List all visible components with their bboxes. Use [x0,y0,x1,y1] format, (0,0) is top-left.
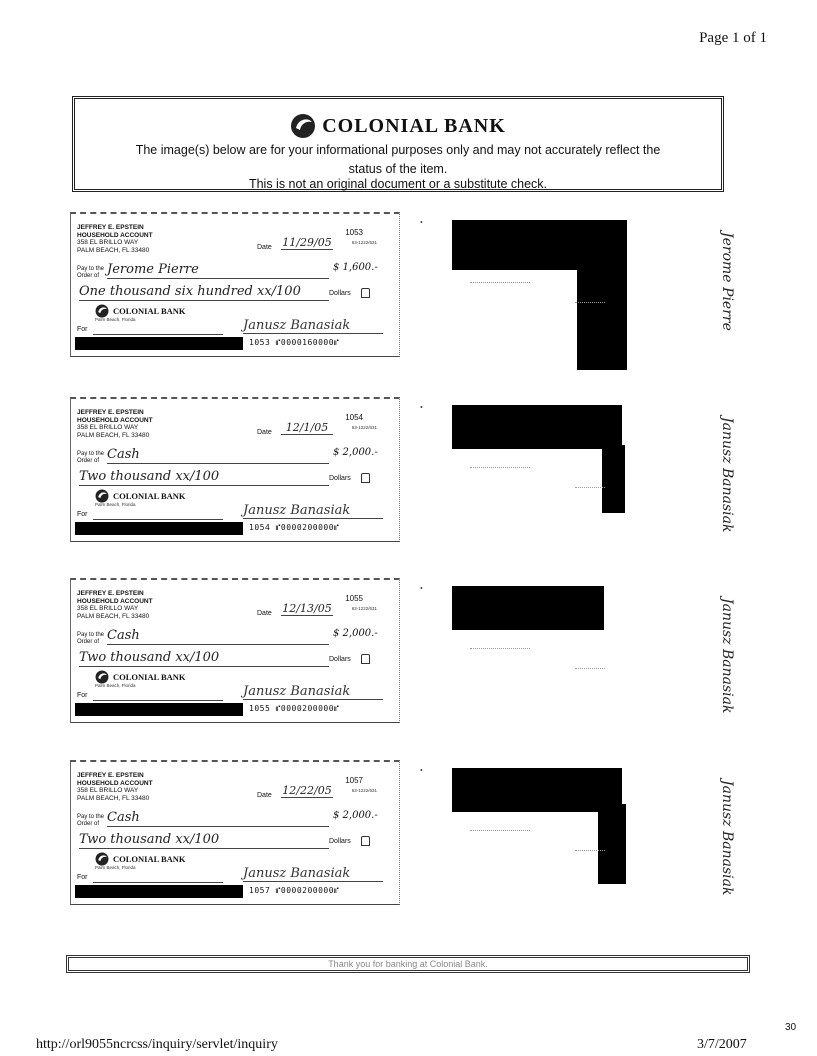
amount: $ 2,000.- [333,447,378,458]
memo-line [93,700,223,701]
date-label: Date [257,429,272,436]
scan-mark: • [420,766,423,775]
notice-line-2: status of the item. [348,162,448,176]
payee: Jerome Pierre [107,262,329,279]
holder-name: JEFFREY E. EPSTEIN [77,409,144,416]
dollars-label: Dollars [329,656,351,663]
holder-name: JEFFREY E. EPSTEIN [77,590,144,597]
bank-name: COLONIAL BANK [322,114,506,137]
holder-address-1: 358 EL BRILLO WAY [77,424,139,431]
date-label: Date [257,610,272,617]
scan-noise [575,302,605,304]
bank-small-address: Palm Beach, Florida [95,865,136,870]
redaction-block [452,586,604,630]
pay-to-label [77,632,104,645]
payee: Cash [107,628,329,645]
account-holder [77,772,153,802]
holder-address-1: 358 EL BRILLO WAY [77,787,139,794]
account-type: HOUSEHOLD ACCOUNT [77,597,153,605]
scan-noise [575,487,605,489]
holder-address-1: 358 EL BRILLO WAY [77,239,139,246]
scan-mark: • [420,403,423,412]
check-number: 1057 [345,776,363,785]
holder-name: JEFFREY E. EPSTEIN [77,772,144,779]
account-type: HOUSEHOLD ACCOUNT [77,231,153,239]
endorsement-signature: Janusz Banasiak [719,598,735,714]
pay-to-label-1: Pay to the [77,451,105,457]
signature: Janusz Banasiak [243,318,383,334]
routing-fraction: 63-1222/631 [351,788,377,793]
bank-small-brand [95,304,186,318]
pay-to-label [77,814,104,827]
memo-label: For [77,326,88,333]
holder-address-2: PALM BEACH, FL 33480 [77,246,150,254]
micr-line: 1054 ⑈0000200000⑈ [249,523,340,532]
account-holder [77,409,153,439]
redaction-bar [75,885,243,898]
pay-to-label-1: Pay to the [77,814,105,820]
holder-address-1: 358 EL BRILLO WAY [77,605,139,612]
check-number: 1055 [345,594,363,603]
account-type: HOUSEHOLD ACCOUNT [77,779,153,787]
pay-to-label-2: Order of [77,820,100,827]
routing-fraction: 63-1222/631 [351,606,377,611]
scan-noise [470,648,530,650]
dollars-label: Dollars [329,475,351,482]
bank-small-brand [95,670,186,684]
holder-address-2: PALM BEACH, FL 33480 [77,612,150,620]
scan-noise [470,282,530,284]
check-image-front [70,397,400,542]
payee: Cash [107,447,329,464]
page-stamp: 30 [785,1022,797,1033]
endorsement-signature: Jerome Pierre [719,232,735,331]
holder-address-2: PALM BEACH, FL 33480 [77,794,150,802]
check-image-front [70,760,400,905]
date-label: Date [257,244,272,251]
security-lock-icon [361,473,370,483]
redaction-block [598,804,626,884]
memo-line [93,334,223,335]
colonial-bank-small-logo-icon [95,852,109,866]
account-type: HOUSEHOLD ACCOUNT [77,416,153,424]
page-number: Page 1 of 1 [699,30,767,46]
pay-to-label-2: Order of [77,457,100,464]
redaction-block [452,768,622,812]
scan-noise [575,668,605,670]
redaction-block [602,445,625,513]
redaction-bar [75,337,243,350]
pay-to-label-1: Pay to the [77,266,105,272]
memo-line [93,882,223,883]
check-date: 11/29/05 [282,236,332,249]
routing-fraction: 63-1222/631 [351,425,377,430]
signature: Janusz Banasiak [243,866,383,882]
memo-line [93,519,223,520]
scan-mark: • [420,584,423,593]
footer-message: Thank you for banking at Colonial Bank. [66,955,750,973]
endorsement-signature: Janusz Banasiak [719,780,735,896]
notice-line-1: The image(s) below are for your informational purposes only and may not accurately reflect the [135,143,661,157]
check-date: 12/1/05 [281,421,333,435]
micr-line: 1055 ⑈0000200000⑈ [249,704,340,713]
signature: Janusz Banasiak [243,684,383,700]
routing-fraction: 63-1222/631 [351,240,377,245]
security-lock-icon [361,654,370,664]
security-lock-icon [361,288,370,298]
payee: Cash [107,810,329,827]
bank-small-brand [95,489,186,503]
pay-to-label [77,266,104,279]
amount-words: Two thousand xx/100 [79,469,329,486]
dollars-label: Dollars [329,290,351,297]
bank-brand [75,113,721,139]
redaction-block [577,220,627,370]
redaction-bar [75,703,243,716]
holder-name: JEFFREY E. EPSTEIN [77,224,144,231]
scan-noise [470,467,530,469]
amount: $ 2,000.- [333,810,378,821]
bank-small-brand [95,852,186,866]
notice-line-3: This is not an original document or a substitute check. [248,177,548,191]
check-number: 1054 [345,413,363,422]
redaction-block [452,405,622,449]
amount-words: One thousand six hundred xx/100 [79,284,329,301]
dollars-label: Dollars [329,838,351,845]
check-date: 12/13/05 [282,602,332,615]
amount: $ 1,600.- [333,262,378,273]
endorsement-signature: Janusz Banasiak [719,417,735,533]
check-image-front [70,212,400,357]
colonial-bank-small-logo-icon [95,304,109,318]
bank-small-address: Palm Beach, Florida [95,502,136,507]
amount: $ 2,000.- [333,628,378,639]
pay-to-label-2: Order of [77,638,100,645]
micr-line: 1057 ⑈0000200000⑈ [249,886,340,895]
amount-words: Two thousand xx/100 [79,832,329,849]
signature: Janusz Banasiak [243,503,383,519]
bank-small-name: COLONIAL BANK [113,854,186,864]
account-holder [77,224,153,254]
colonial-bank-small-logo-icon [95,670,109,684]
scan-noise [575,850,605,852]
bank-small-name: COLONIAL BANK [113,491,186,501]
redaction-bar [75,522,243,535]
amount-words: Two thousand xx/100 [79,650,329,667]
check-image-front [70,578,400,723]
account-holder [77,590,153,620]
pay-to-label-2: Order of [77,272,100,279]
print-date: 3/7/2007 [697,1037,747,1052]
colonial-bank-small-logo-icon [95,489,109,503]
pay-to-label [77,451,104,464]
date-label: Date [257,792,272,799]
security-lock-icon [361,836,370,846]
check-date: 12/22/05 [282,784,332,797]
page-url: http://orl9055ncrcss/inquiry/servlet/inquiry [36,1037,278,1052]
pay-to-label-1: Pay to the [77,632,105,638]
scan-mark: • [420,218,423,227]
holder-address-2: PALM BEACH, FL 33480 [77,431,150,439]
bank-small-name: COLONIAL BANK [113,672,186,682]
bank-small-address: Palm Beach, Florida [95,683,136,688]
memo-label: For [77,874,88,881]
bank-small-name: COLONIAL BANK [113,306,186,316]
bank-notice-header [72,96,724,192]
bank-small-address: Palm Beach, Florida [95,317,136,322]
colonial-bank-logo-icon [290,113,316,139]
micr-line: 1053 ⑈0000160000⑈ [249,338,340,347]
check-number: 1053 [345,228,363,237]
scan-noise [470,830,530,832]
memo-label: For [77,511,88,518]
memo-label: For [77,692,88,699]
